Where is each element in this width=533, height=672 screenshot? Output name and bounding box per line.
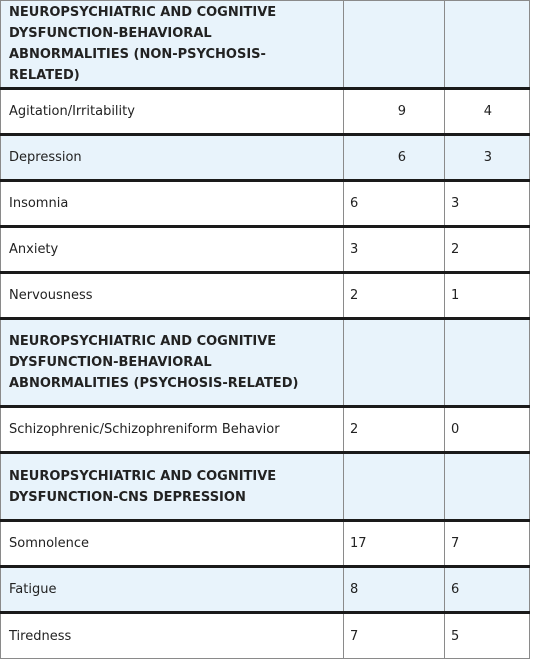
cell-value-2: 3: [445, 181, 530, 227]
table-row: [1, 319, 530, 407]
cell-value-1: 8: [344, 567, 445, 613]
section-header: NEUROPSYCHIATRIC AND COGNITIVE DYSFUNCTION-BEHAVIORAL ABNORMALITIES (PSYCHOSIS-RELATED): [1, 319, 344, 407]
cell-value-2: [445, 319, 530, 407]
cell-value-1: [344, 1, 445, 89]
row-label: Agitation/Irritability: [1, 89, 344, 135]
cell-value-2: 6: [445, 567, 530, 613]
section-header: NEUROPSYCHIATRIC AND COGNITIVE DYSFUNCTION-CNS DEPRESSION: [1, 453, 344, 521]
cell-value-1: 9: [344, 89, 445, 135]
cell-value-2: 3: [445, 135, 530, 181]
table-row: [1, 521, 530, 567]
row-label: Fatigue: [1, 567, 344, 613]
row-label: Somnolence: [1, 521, 344, 567]
cell-value-1: 6: [344, 135, 445, 181]
cell-value-1: 6: [344, 181, 445, 227]
cell-value-1: 7: [344, 613, 445, 659]
table-row: [1, 453, 530, 521]
cell-value-2: 7: [445, 521, 530, 567]
cell-value-1: 2: [344, 273, 445, 319]
cell-value-1: 3: [344, 227, 445, 273]
table-row: [1, 273, 530, 319]
table-row: [1, 181, 530, 227]
table-row: [1, 135, 530, 181]
table-row: [1, 567, 530, 613]
cell-value-2: [445, 1, 530, 89]
cell-value-2: 0: [445, 407, 530, 453]
row-label: Depression: [1, 135, 344, 181]
cell-value-2: [445, 453, 530, 521]
row-label: Schizophrenic/Schizophreniform Behavior: [1, 407, 344, 453]
section-header: NEUROPSYCHIATRIC AND COGNITIVE DYSFUNCTION-BEHAVIORAL ABNORMALITIES (NON-PSYCHOSIS-RELATED): [1, 1, 344, 89]
row-label: Insomnia: [1, 181, 344, 227]
table-row: [1, 1, 530, 89]
cell-value-2: 4: [445, 89, 530, 135]
cell-value-2: 1: [445, 273, 530, 319]
cell-value-1: [344, 453, 445, 521]
cell-value-1: 17: [344, 521, 445, 567]
cell-value-1: [344, 319, 445, 407]
cell-value-1: 2: [344, 407, 445, 453]
table-row: [1, 613, 530, 659]
table-row: [1, 407, 530, 453]
cell-value-2: 5: [445, 613, 530, 659]
table-row: [1, 227, 530, 273]
cell-value-2: 2: [445, 227, 530, 273]
table-row: [1, 89, 530, 135]
row-label: Nervousness: [1, 273, 344, 319]
row-label: Tiredness: [1, 613, 344, 659]
row-label: Anxiety: [1, 227, 344, 273]
